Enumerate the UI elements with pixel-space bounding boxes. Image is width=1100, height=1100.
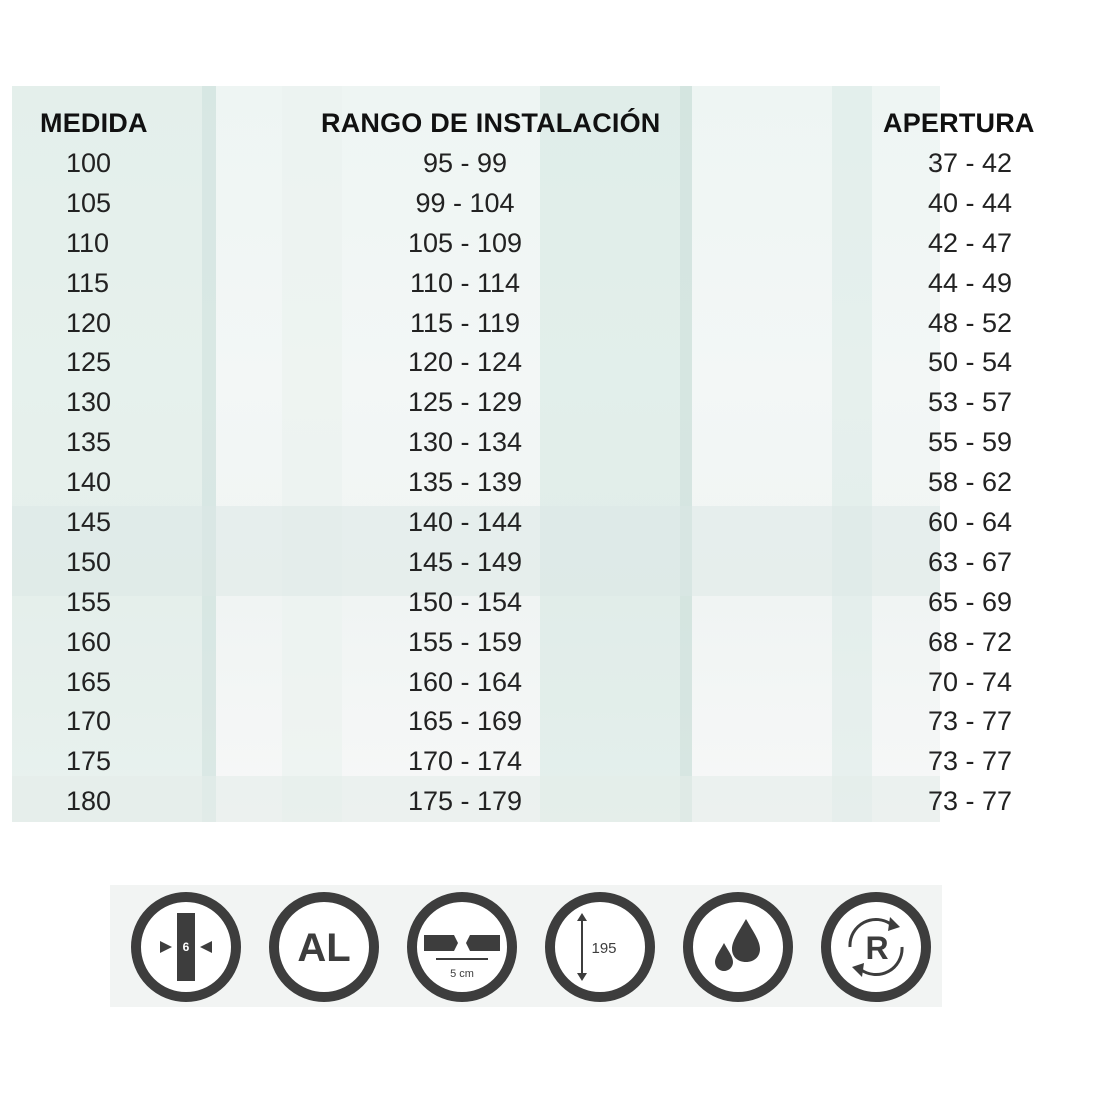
rango-cell: 170 - 174 <box>407 746 523 777</box>
medida-cell: 115 <box>66 267 110 298</box>
table-row <box>0 463 1100 503</box>
medida-cell: 100 <box>66 148 112 178</box>
rango-cell: 110 - 114 <box>409 267 521 298</box>
glass-thickness-label: 6 <box>182 940 190 954</box>
rango-cell: 99 - 104 <box>415 187 515 218</box>
medida-cell: 120 <box>66 307 112 338</box>
medida-cell: 180 <box>66 786 112 817</box>
table-row <box>0 503 1100 543</box>
apertura-cell: 73 - 77 <box>927 786 1013 817</box>
medida-cell: 145 <box>66 507 112 538</box>
apertura-cell: 44 - 49 <box>927 267 1013 298</box>
rango-cell: 175 - 179 <box>407 786 523 817</box>
table-row <box>0 742 1100 782</box>
height-icon <box>544 891 656 1003</box>
apertura-cell: 48 - 52 <box>927 307 1013 338</box>
apertura-cell: 42 - 47 <box>927 227 1013 258</box>
table-row <box>0 623 1100 663</box>
table-row <box>0 224 1100 264</box>
rango-cell: 135 - 139 <box>407 467 523 498</box>
header-apertura: APERTURA <box>883 108 1035 138</box>
apertura-cell: 50 - 54 <box>927 347 1013 378</box>
rango-cell: 140 - 144 <box>407 507 523 538</box>
rango-cell: 160 - 164 <box>407 666 523 697</box>
rango-cell: 95 - 99 <box>422 148 508 178</box>
medida-cell: 130 <box>66 387 112 418</box>
table-row <box>0 383 1100 423</box>
apertura-cell: 55 - 59 <box>927 427 1013 458</box>
medida-cell: 110 <box>66 227 110 258</box>
water-repellent-icon <box>682 891 794 1003</box>
glass-thickness-icon <box>130 891 242 1003</box>
header-rango: RANGO DE INSTALACIÓN <box>321 108 661 138</box>
apertura-cell: 68 - 72 <box>927 626 1013 657</box>
table-row <box>0 663 1100 703</box>
medida-cell: 105 <box>66 187 112 218</box>
table-row <box>0 423 1100 463</box>
header-medida: MEDIDA <box>40 108 148 138</box>
table-row <box>0 583 1100 623</box>
medida-cell: 165 <box>66 666 112 697</box>
medida-cell: 150 <box>66 546 112 577</box>
medida-cell: 135 <box>66 427 112 458</box>
rango-cell: 105 - 109 <box>407 227 523 258</box>
apertura-cell: 65 - 69 <box>927 586 1013 617</box>
table-row <box>0 343 1100 383</box>
profile-width-label: 5 cm <box>450 968 474 980</box>
rango-cell: 120 - 124 <box>407 347 523 378</box>
apertura-cell: 37 - 42 <box>927 148 1013 178</box>
apertura-cell: 70 - 74 <box>927 666 1013 697</box>
rango-cell: 145 - 149 <box>407 546 523 577</box>
aluminium-label: AL <box>297 926 351 970</box>
reversible-icon <box>820 891 932 1003</box>
rango-cell: 115 - 119 <box>409 307 521 338</box>
table-row <box>0 543 1100 583</box>
height-label: 195 <box>591 940 617 957</box>
profile-width-icon <box>406 891 518 1003</box>
apertura-cell: 53 - 57 <box>927 387 1013 418</box>
medida-cell: 160 <box>66 626 112 657</box>
rango-cell: 125 - 129 <box>407 387 523 418</box>
table-row <box>0 782 1100 822</box>
table-row <box>0 264 1100 304</box>
rango-cell: 155 - 159 <box>407 626 523 657</box>
apertura-cell: 58 - 62 <box>927 467 1013 498</box>
medida-cell: 140 <box>66 467 112 498</box>
medida-cell: 170 <box>66 706 112 737</box>
table-row <box>0 144 1100 184</box>
medida-cell: 125 <box>66 347 112 378</box>
table-row <box>0 184 1100 224</box>
table-row <box>0 702 1100 742</box>
apertura-cell: 60 - 64 <box>927 507 1013 538</box>
rango-cell: 165 - 169 <box>407 706 523 737</box>
apertura-cell: 63 - 67 <box>927 546 1013 577</box>
apertura-cell: 40 - 44 <box>927 187 1013 218</box>
rango-cell: 150 - 154 <box>407 586 523 617</box>
medida-cell: 155 <box>66 586 112 617</box>
table-body <box>0 144 1100 822</box>
aluminium-icon <box>268 891 380 1003</box>
table-row <box>0 304 1100 344</box>
apertura-cell: 73 - 77 <box>927 706 1013 737</box>
medida-cell: 175 <box>66 746 112 777</box>
apertura-cell: 73 - 77 <box>927 746 1013 777</box>
reversible-label: R <box>865 930 889 966</box>
rango-cell: 130 - 134 <box>407 427 523 458</box>
